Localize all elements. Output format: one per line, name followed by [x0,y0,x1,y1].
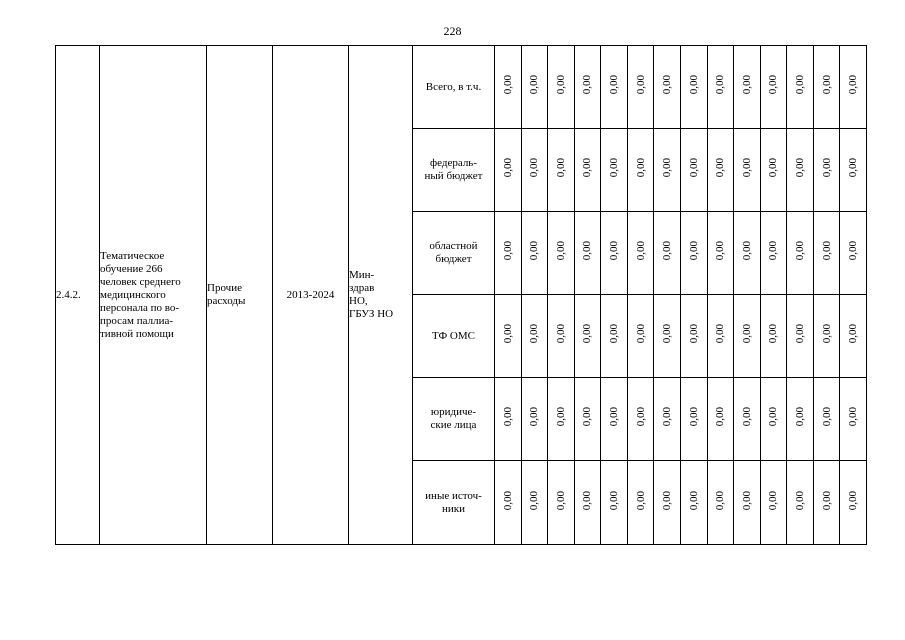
value-text: 0,00 [634,241,647,261]
funding-source-label: ТФ ОМС [413,295,495,378]
value-cell [495,212,522,295]
value-cell [574,212,601,295]
table-row [56,46,867,129]
value-cell [574,46,601,129]
value-cell [601,461,628,545]
value-text: 0,00 [740,241,753,261]
value-text: 0,00 [554,158,567,178]
value-cell [601,46,628,129]
value-text: 0,00 [687,324,700,344]
expense-type: Прочие расходы [207,46,273,545]
value-cell [840,212,867,295]
value-text: 0,00 [740,407,753,427]
value-cell [813,212,840,295]
value-text: 0,00 [581,241,594,261]
value-text: 0,00 [661,324,674,344]
value-text: 0,00 [714,75,727,95]
value-cell [813,46,840,129]
value-cell [760,378,787,461]
value-text: 0,00 [793,324,806,344]
value-cell [680,129,707,212]
value-cell [760,46,787,129]
value-cell [707,461,734,545]
funding-source-label: областной бюджет [413,212,495,295]
value-cell [654,295,681,378]
value-cell [734,461,761,545]
value-text: 0,00 [820,241,833,261]
funding-source-label: федераль- ный бюджет [413,129,495,212]
value-text: 0,00 [847,158,860,178]
value-cell [495,461,522,545]
value-cell [548,378,575,461]
value-cell [548,295,575,378]
value-text: 0,00 [634,158,647,178]
value-cell [627,212,654,295]
value-text: 0,00 [661,241,674,261]
value-text: 0,00 [847,490,860,511]
value-cell [495,378,522,461]
value-text: 0,00 [740,158,753,178]
value-cell [521,46,548,129]
funding-source-label: иные источ- ники [413,461,495,545]
value-cell [734,295,761,378]
value-text: 0,00 [820,490,833,511]
value-text: 0,00 [714,324,727,344]
value-cell [707,378,734,461]
value-text: 0,00 [528,490,541,511]
value-cell [574,129,601,212]
value-text: 0,00 [634,75,647,95]
value-cell [787,129,814,212]
value-text: 0,00 [528,407,541,427]
value-cell [787,295,814,378]
value-cell [813,129,840,212]
value-cell [707,46,734,129]
value-cell [548,212,575,295]
value-cell [627,461,654,545]
value-cell [787,46,814,129]
value-text: 0,00 [528,324,541,344]
value-text: 0,00 [608,158,621,178]
value-text: 0,00 [501,324,514,344]
row-number: 2.4.2. [56,46,100,545]
value-text: 0,00 [634,407,647,427]
value-cell [601,212,628,295]
value-cell [680,378,707,461]
value-cell [680,461,707,545]
value-cell [734,129,761,212]
value-cell [787,212,814,295]
value-cell [627,129,654,212]
value-text: 0,00 [554,75,567,95]
value-text: 0,00 [528,158,541,178]
value-text: 0,00 [740,75,753,95]
value-text: 0,00 [767,75,780,95]
value-cell [680,295,707,378]
value-text: 0,00 [501,407,514,427]
value-cell [521,461,548,545]
period: 2013-2024 [273,46,349,545]
value-text: 0,00 [501,75,514,95]
value-text: 0,00 [820,407,833,427]
value-cell [495,129,522,212]
funding-source-label: Всего, в т.ч. [413,46,495,129]
value-cell [734,46,761,129]
value-cell [840,461,867,545]
value-text: 0,00 [661,75,674,95]
value-text: 0,00 [687,490,700,511]
value-text: 0,00 [687,241,700,261]
value-cell [760,461,787,545]
value-cell [654,461,681,545]
value-text: 0,00 [634,490,647,511]
value-cell [548,461,575,545]
value-cell [760,212,787,295]
value-text: 0,00 [608,324,621,344]
value-text: 0,00 [661,407,674,427]
value-text: 0,00 [793,158,806,178]
value-cell [601,295,628,378]
value-text: 0,00 [528,241,541,261]
value-cell [574,378,601,461]
measure-name: Тематическое обучение 266 человек среднего медицинского персонала по во- просам паллиа- тивной помощи [100,46,207,545]
value-cell [760,295,787,378]
value-cell [840,295,867,378]
value-cell [548,129,575,212]
value-cell [840,129,867,212]
value-text: 0,00 [767,158,780,178]
value-cell [734,212,761,295]
value-text: 0,00 [740,490,753,511]
value-cell [840,46,867,129]
value-cell [601,378,628,461]
value-text: 0,00 [793,407,806,427]
value-cell [654,129,681,212]
page-number: 228 [443,24,462,38]
value-text: 0,00 [793,241,806,261]
value-text: 0,00 [608,75,621,95]
value-text: 0,00 [767,241,780,261]
value-cell [707,212,734,295]
value-text: 0,00 [554,241,567,261]
value-text: 0,00 [847,324,860,344]
value-text: 0,00 [687,407,700,427]
value-cell [521,129,548,212]
value-text: 0,00 [634,324,647,344]
value-cell [680,46,707,129]
value-text: 0,00 [581,490,594,511]
value-text: 0,00 [554,490,567,511]
value-text: 0,00 [767,324,780,344]
value-text: 0,00 [581,324,594,344]
value-text: 0,00 [687,158,700,178]
value-cell [707,129,734,212]
funding-source-label: юридиче- ские лица [413,378,495,461]
value-text: 0,00 [820,75,833,95]
value-text: 0,00 [740,324,753,344]
value-cell [495,46,522,129]
value-text: 0,00 [714,158,727,178]
value-cell [495,295,522,378]
value-text: 0,00 [608,241,621,261]
value-cell [548,46,575,129]
value-cell [654,46,681,129]
value-cell [574,461,601,545]
value-cell [813,295,840,378]
value-cell [627,295,654,378]
value-cell [680,212,707,295]
value-cell [840,378,867,461]
value-text: 0,00 [608,407,621,427]
value-cell [734,378,761,461]
value-text: 0,00 [501,490,514,511]
value-text: 0,00 [767,407,780,427]
value-text: 0,00 [847,407,860,427]
executor: Мин- здрав НО, ГБУЗ НО [349,46,413,545]
value-text: 0,00 [608,490,621,511]
value-text: 0,00 [847,241,860,261]
value-cell [627,378,654,461]
value-cell [601,129,628,212]
value-text: 0,00 [687,75,700,95]
value-cell [760,129,787,212]
value-cell [574,295,601,378]
value-text: 0,00 [554,324,567,344]
value-cell [787,461,814,545]
value-text: 0,00 [820,158,833,178]
budget-table [55,45,867,545]
value-cell [521,212,548,295]
value-text: 0,00 [820,324,833,344]
value-text: 0,00 [501,241,514,261]
value-text: 0,00 [767,490,780,511]
value-text: 0,00 [581,158,594,178]
value-cell [813,461,840,545]
value-text: 0,00 [554,407,567,427]
value-cell [627,46,654,129]
value-text: 0,00 [581,75,594,95]
value-text: 0,00 [501,158,514,178]
value-text: 0,00 [793,75,806,95]
value-cell [707,295,734,378]
value-text: 0,00 [714,490,727,511]
value-text: 0,00 [528,75,541,95]
value-text: 0,00 [661,158,674,178]
value-cell [787,378,814,461]
value-text: 0,00 [661,490,674,511]
value-cell [654,378,681,461]
value-cell [813,378,840,461]
value-cell [521,378,548,461]
value-cell [654,212,681,295]
value-text: 0,00 [847,75,860,95]
value-text: 0,00 [714,407,727,427]
value-text: 0,00 [581,407,594,427]
value-text: 0,00 [793,490,806,511]
value-cell [521,295,548,378]
value-text: 0,00 [714,241,727,261]
